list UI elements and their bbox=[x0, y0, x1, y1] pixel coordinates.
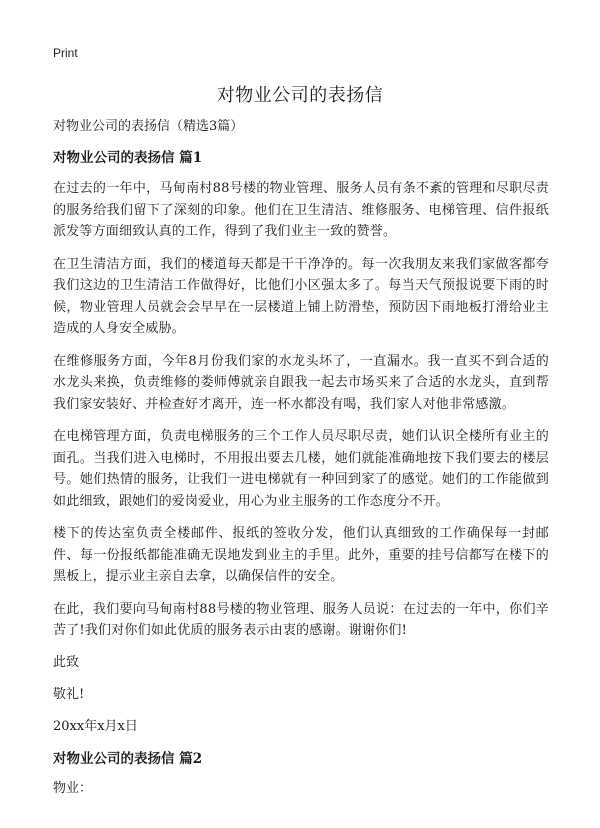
letter-date: 20xx年x月x日 bbox=[53, 718, 138, 734]
paragraph: 在过去的一年中，马甸南村88号楼的物业管理、服务人员有条不紊的管理和尽职尽责的服务给我们留下了深刻的印象。他们在卫生清洁、维修服务、电梯管理、信件报纸派发等方面细致认真的工作，得到了我们业主一致的赞誉。 bbox=[53, 181, 549, 239]
paragraph: 在电梯管理方面，负责电梯服务的三个工作人员尽职尽责，她们认识全楼所有业主的面孔。当我们进入电梯时，不用报出要去几楼，她们就能准确地按下我们要去的楼层号。她们热情的服务，让我们一进电梯就有一种回到家了的感觉。她们的工作能做到如此细致，跟她们的爱岗爱业，用心为业主服务的工作态度分不开。 bbox=[53, 429, 549, 509]
print-label[interactable]: Print bbox=[53, 46, 78, 60]
paragraph: 在此，我们要向马甸南村88号楼的物业管理、服务人员说：在过去的一年中，你们辛苦了!我们对你们如此优质的服务表示由衷的感谢。谢谢你们! bbox=[53, 601, 549, 638]
document-subtitle: 对物业公司的表扬信（精选3篇） bbox=[53, 119, 244, 134]
section-heading-2: 对物业公司的表扬信 篇2 bbox=[53, 750, 203, 767]
document-body bbox=[53, 117, 549, 811]
letter-salute: 敬礼! bbox=[53, 686, 85, 702]
paragraph: 在卫生清洁方面，我们的楼道每天都是干干净净的。每一次我朋友来我们家做客都夸我们这边的卫生清洁工作做得好，比他们小区强太多了。每当天气预报说要下雨的时候，物业管理人员就会会早早在一层楼道上铺上防滑垫，预防因下雨地板打滑给业主造成的人身安全威胁。 bbox=[53, 256, 549, 336]
section-heading-1: 对物业公司的表扬信 篇1 bbox=[53, 150, 203, 166]
paragraph: 在维修服务方面，今年8月份我们家的水龙头坏了，一直漏水。我一直买不到合适的水龙头来换，负责维修的娄师傅就亲自跟我一起去市场买来了合适的水龙头，直到帮我们家安装好、并检查好才离开，连一杯水都没有喝，我们家人对他非常感激。 bbox=[53, 353, 549, 412]
paragraph: 楼下的传达室负责全楼邮件、报纸的签收分发，他们认真细致的工作确保每一封邮件、每一份报纸都能准确无误地发到业主的手里。此外，重要的挂号信都写在楼下的黑板上，提示业主亲自去拿，以确保信件的安全。 bbox=[53, 526, 549, 584]
letter-closing: 此致 bbox=[53, 654, 80, 670]
section2-first-line: 物业： bbox=[53, 780, 93, 796]
page-title: 对物业公司的表扬信 bbox=[216, 85, 384, 106]
